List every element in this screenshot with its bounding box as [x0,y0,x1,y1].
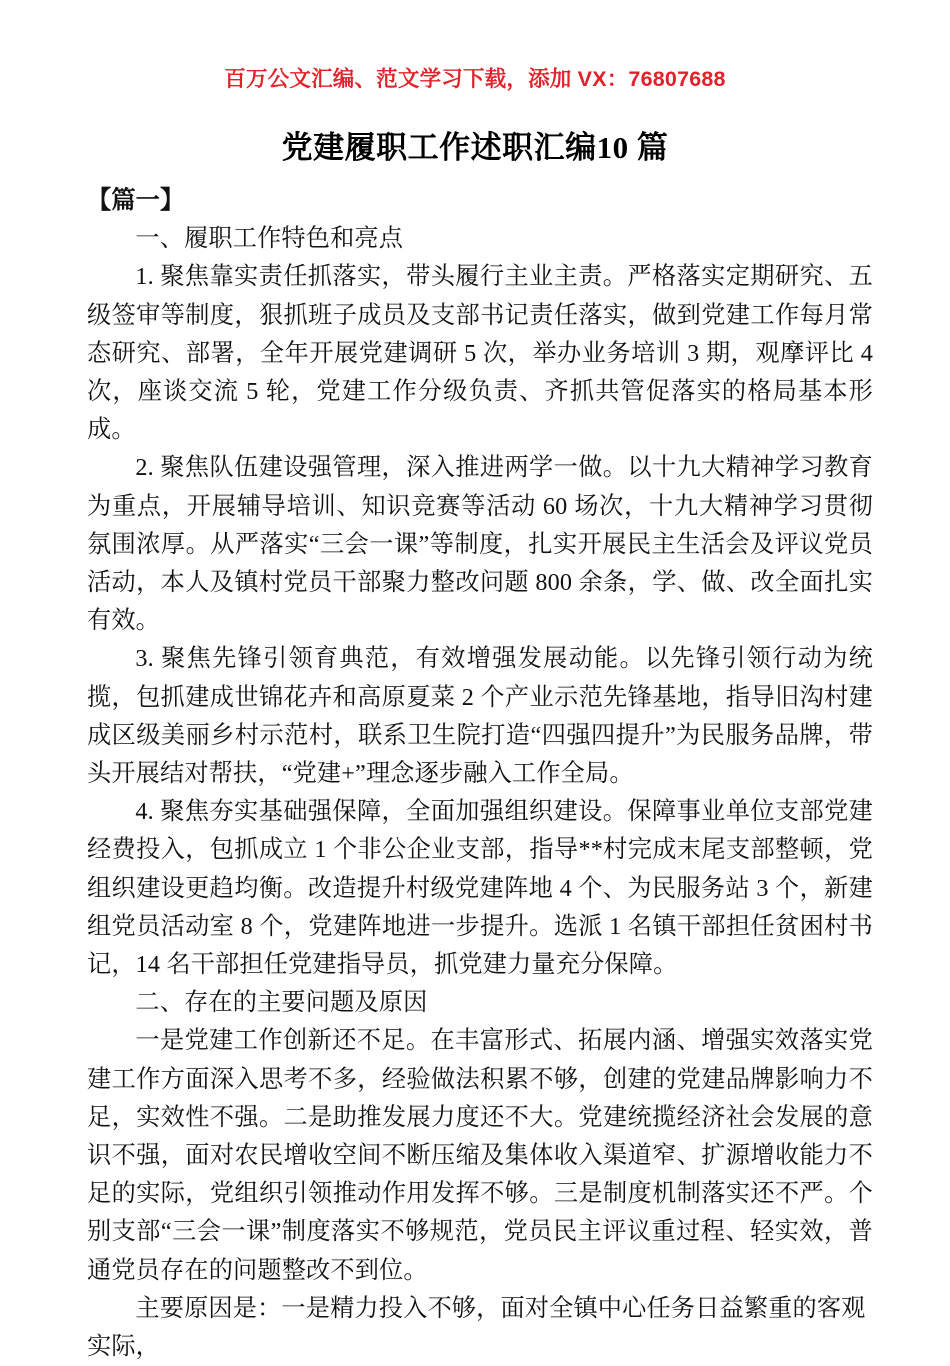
point-1-paragraph: 1. 聚焦靠实责任抓落实，带头履行主业主责。严格落实定期研究、五级签审等制度，狠抓班子成员及支部书记责任落实，做到党建工作每月常态研究、部署，全年开展党建调研 5 次，举办业务培训 3 期，观摩评比 4 次，座谈交流 5 轮，党建工作分级负责、齐抓共管促落实的格局基本形成。 [87,263,873,444]
point-3-paragraph: 3. 聚焦先锋引领育典范，有效增强发展动能。以先锋引领行动为统揽，包抓建成世锦花卉和高原夏菜 2 个产业示范先锋基地，指导旧沟村建成区级美丽乡村示范村，联系卫生院打造“四强四提升”为民服务品牌，带头开展结对帮扶，“党建+”理念逐步融入工作全局。 [87,645,873,788]
section-heading-2: 二、存在的主要问题及原因 [135,989,428,1017]
page-title: 党建履职工作述职汇编10 篇 [281,129,669,165]
chapter-marker: 【篇一】 [87,187,185,214]
promo-header-text: 百万公文汇编、范文学习下载，添加 VX：76807688 [224,67,726,91]
document-body [87,182,873,1366]
section-heading-1: 一、履职工作特色和亮点 [135,225,404,253]
reasons-paragraph: 主要原因是：一是精力投入不够，面对全镇中心任务日益繁重的客观实际， [87,1294,866,1361]
problems-paragraph: 一是党建工作创新还不足。在丰富形式、拓展内涵、增强实效落实党建工作方面深入思考不多，经验做法积累不够，创建的党建品牌影响力不足，实效性不强。二是助推发展力度还不大。党建统揽经济社会发展的意识不强，面对农民增收空间不断压缩及集体收入渠道窄、扩源增收能力不足的实际，党组织引领推动作用发挥不够。三是制度机制落实还不严。个别支部“三会一课”制度落实不够规范，党员民主评议重过程、轻实效，普通党员存在的问题整改不到位。 [87,1027,873,1284]
point-4-paragraph: 4. 聚焦夯实基础强保障，全面加强组织建设。保障事业单位支部党建经费投入，包抓成立 1 个非公企业支部，指导**村完成末尾支部整顿，党组织建设更趋均衡。改造提升村级党建阵地 4 个、为民服务站 3 个，新建组党员活动室 8 个，党建阵地进一步提升。选派 1 名镇干部担任贫困村书记，14 名干部担任党建指导员，抓党建力量充分保障。 [87,798,873,979]
point-2-paragraph: 2. 聚焦队伍建设强管理，深入推进两学一做。以十九大精神学习教育为重点，开展辅导培训、知识竞赛等活动 60 场次，十九大精神学习贯彻氛围浓厚。从严落实“三会一课”等制度，扎实开展民主生活会及评议党员活动，本人及镇村党员干部聚力整改问题 800 余条，学、做、改全面扎实有效。 [87,454,873,635]
